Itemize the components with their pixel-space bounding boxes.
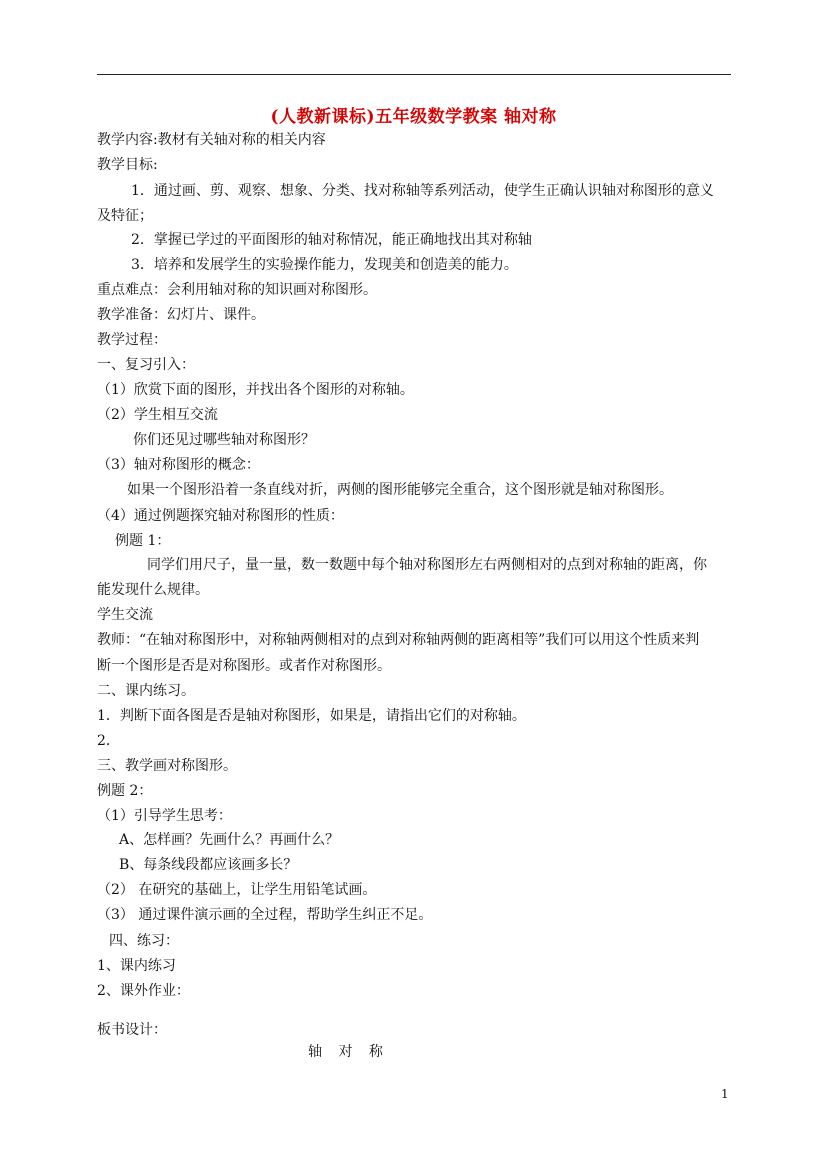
teacher-statement: 教师：“在轴对称图形中，对称轴两侧相对的点到对称轴两侧的距离相等”我们可以用这个性质来判 [97,632,700,648]
board-heading: 板书设计： [97,1022,167,1038]
preparation: 教学准备：幻灯片、课件。 [97,307,265,323]
section-4-heading: 四、练习： [109,933,179,949]
section-3-item-3: （3） 通过课件演示画的全过程，帮助学生纠正不足。 [97,907,433,923]
section-1-item-2-question: 你们还见过哪些轴对称图形？ [133,432,315,448]
teaching-content: 教学内容:教材有关轴对称的相关内容 [97,132,326,148]
section-1-heading: 一、复习引入： [97,357,195,373]
goal-3: 3．培养和发展学生的实验操作能力，发现美和创造美的能力。 [131,257,518,273]
process-heading: 教学过程： [97,332,167,348]
goals-heading: 教学目标: [97,157,158,173]
board-title: 轴 对 称 [308,1044,389,1060]
teacher-statement-cont: 断一个图形是否是对称图形。或者作对称图形。 [97,658,391,674]
example-1-label: 例题 1： [115,533,171,549]
section-4-item-1: 1、课内练习 [97,958,176,974]
student-exchange: 学生交流 [97,607,153,623]
section-4-item-2: 2、课外作业： [97,983,190,999]
goal-1-cont: 及特征； [97,208,153,224]
section-3-heading: 三、教学画对称图形。 [97,758,237,774]
example-2-label: 例题 2： [97,783,153,799]
section-2-item-1: 1．判断下面各图是否是轴对称图形，如果是，请指出它们的对称轴。 [97,708,526,724]
section-3-item-1-a: A、怎样画？先画什么？再画什么？ [119,832,340,848]
page-number: 1 [721,1087,729,1101]
section-3-item-2: （2） 在研究的基础上，让学生用铅笔试画。 [97,882,377,898]
goal-2: 2．掌握已学过的平面图形的轴对称情况，能正确地找出其对称轴 [131,232,532,248]
section-2-heading: 二、课内练习。 [97,683,195,699]
key-points: 重点难点：会利用轴对称的知识画对称图形。 [97,282,377,298]
section-1-item-1: （1）欣赏下面的图形，并找出各个图形的对称轴。 [97,382,414,398]
goal-1: 1．通过画、剪、观察、想象、分类、找对称轴等系列活动，使学生正确认识轴对称图形的意义 [131,183,714,199]
section-1-item-3: （3）轴对称图形的概念： [97,457,260,473]
example-1-text-cont: 能发现什么规律。 [97,582,209,598]
section-3-item-1-b: B、每条线段都应该画多长？ [119,857,298,873]
section-2-item-2: 2． [97,733,120,749]
section-1-item-3-definition: 如果一个图形沿着一条直线对折，两侧的图形能够完全重合，这个图形就是轴对称图形。 [127,482,673,498]
header-rule [97,74,731,75]
section-1-item-4: （4）通过例题探究轴对称图形的性质： [97,508,344,524]
example-1-text: 同学们用尺子，量一量，数一数题中每个轴对称图形左右两侧相对的点到对称轴的距离，你 [147,557,707,573]
section-3-item-1: （1）引导学生思考： [97,808,232,824]
section-1-item-2: （2）学生相互交流 [97,407,218,423]
document-title: (人教新课标)五年级数学教案 轴对称 [270,107,557,127]
